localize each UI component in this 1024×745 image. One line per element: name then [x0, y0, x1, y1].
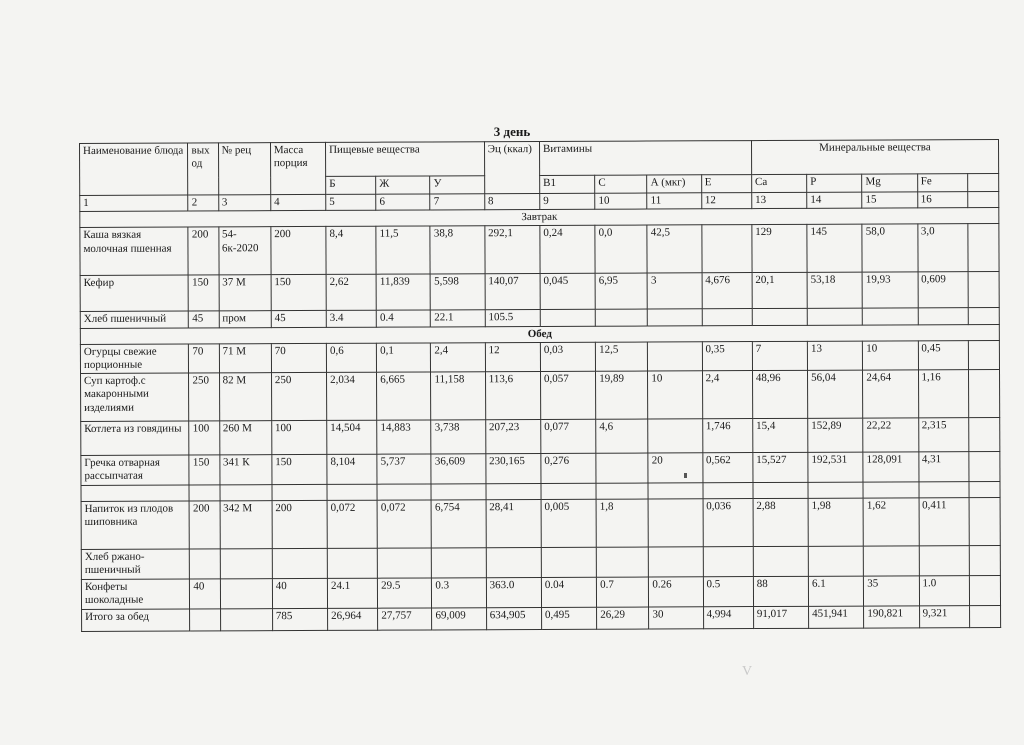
- table-cell: [486, 548, 541, 578]
- table-cell-extra: [968, 272, 999, 308]
- table-cell-extra: [969, 482, 1000, 498]
- subheader-b1: В1: [540, 175, 595, 193]
- table-cell: 2,034: [327, 372, 377, 420]
- table-cell: 54-6к-2020: [218, 227, 270, 275]
- table-cell: [220, 609, 272, 631]
- table-cell: 58,0: [862, 224, 917, 272]
- table-cell: 1,746: [702, 419, 752, 453]
- table-cell: 0,005: [541, 499, 596, 547]
- table-cell: [648, 342, 702, 372]
- table-cell: [220, 549, 272, 579]
- stray-mark: V: [742, 664, 753, 679]
- menu-table-body: [80, 191, 1001, 631]
- col-header-name: Наименование блюда: [80, 143, 189, 195]
- table-cell: пром: [219, 311, 271, 327]
- table-cell: [919, 546, 969, 576]
- table-cell: [541, 547, 596, 577]
- table-cell: 0.4: [376, 310, 430, 326]
- table-cell: [753, 482, 808, 498]
- table-cell: [703, 483, 753, 499]
- table-cell: 24.1: [327, 578, 377, 608]
- table-cell: 10: [595, 193, 647, 209]
- table-row: [81, 498, 1000, 550]
- table-cell: 150: [189, 275, 219, 311]
- table-cell: 10: [863, 341, 918, 371]
- table-cell: [648, 483, 702, 499]
- table-cell: 6: [376, 194, 430, 210]
- table-cell: 140,07: [485, 274, 540, 310]
- table-cell: 0,072: [377, 500, 431, 548]
- table-cell: 1: [80, 195, 189, 212]
- table-cell: Хлеб ржано-пшеничный: [81, 549, 190, 579]
- table-cell: 0.5: [703, 577, 753, 607]
- table-cell: [649, 547, 703, 577]
- table-cell: 0.26: [649, 577, 703, 607]
- table-cell: 0.7: [597, 577, 649, 607]
- table-cell-extra: [969, 452, 1000, 482]
- table-cell-extra: [969, 606, 1000, 628]
- table-cell: [863, 482, 918, 498]
- table-cell: [807, 308, 862, 324]
- table-cell: 100: [272, 421, 327, 455]
- col-header-minerals: Минеральные вещества: [751, 139, 998, 174]
- table-row: [81, 418, 1000, 456]
- table-cell: [702, 309, 752, 325]
- page-title: 3 день: [493, 124, 531, 139]
- table-cell: [596, 547, 648, 577]
- table-cell: 24,64: [863, 370, 918, 418]
- table-cell: 0,03: [540, 342, 595, 372]
- table-cell: 19,89: [596, 371, 648, 419]
- table-cell: 26,964: [328, 608, 378, 630]
- table-cell: 13: [752, 192, 807, 208]
- table-cell: 9,321: [919, 606, 969, 628]
- table-cell: 53,18: [807, 272, 862, 308]
- table-cell: 2,4: [702, 371, 752, 419]
- table-cell: 129: [752, 225, 807, 273]
- table-cell: 70: [189, 344, 219, 374]
- table-cell: [540, 310, 595, 326]
- subheader-carbs: У: [430, 176, 484, 194]
- table-cell: 3: [647, 273, 701, 309]
- table-cell: Хлеб пшеничный: [80, 311, 189, 328]
- table-cell: 35: [864, 576, 919, 606]
- section-label: Обед: [80, 324, 999, 344]
- table-cell: 22,22: [863, 418, 918, 452]
- table-cell: 37 М: [219, 275, 271, 311]
- table-cell: Кефир: [80, 275, 189, 311]
- table-cell: [272, 549, 327, 579]
- table-cell: [220, 485, 272, 501]
- table-cell: [377, 484, 431, 500]
- total-row: [82, 606, 1001, 632]
- table-cell: 16: [917, 192, 967, 208]
- table-cell: 0,562: [702, 453, 752, 483]
- table-cell-extra: [968, 224, 999, 272]
- table-cell: 36,609: [431, 454, 485, 484]
- table-cell: [753, 546, 808, 576]
- table-cell: 6,754: [432, 500, 486, 548]
- table-cell: [596, 483, 648, 499]
- table-cell: 56,04: [808, 370, 863, 418]
- table-cell: 250: [271, 373, 326, 421]
- table-cell: [432, 548, 486, 578]
- table-cell: 3.4: [326, 311, 376, 327]
- table-cell: 88: [753, 576, 808, 606]
- table-row: [80, 224, 999, 276]
- table-cell: [595, 309, 647, 325]
- table-cell: 4,6: [596, 419, 648, 453]
- table-row: [80, 272, 999, 312]
- table-cell: 0,24: [540, 226, 595, 274]
- table-cell: 48,96: [752, 370, 807, 418]
- table-cell: 12: [701, 193, 751, 209]
- table-cell: 8: [484, 193, 539, 209]
- table-cell: 1,62: [863, 498, 918, 546]
- table-cell: 785: [272, 609, 327, 631]
- table-cell: [327, 484, 377, 500]
- table-cell: [648, 309, 702, 325]
- table-cell: [190, 549, 220, 579]
- col-header-energy: Эц (ккал): [484, 141, 539, 193]
- table-cell: 2,62: [326, 275, 376, 311]
- table-cell: [808, 482, 863, 498]
- table-cell: [919, 482, 969, 498]
- table-cell: 26,29: [597, 607, 649, 629]
- subheader-p: P: [807, 174, 862, 192]
- table-cell: Гречка отварная рассыпчатая: [81, 455, 190, 485]
- table-cell: 15,527: [753, 452, 808, 482]
- table-cell: 10: [648, 371, 702, 419]
- subheader-c: С: [595, 175, 647, 193]
- table-cell: 29.5: [378, 578, 432, 608]
- table-cell: Котлета из говядины: [81, 421, 190, 455]
- table-cell: 150: [272, 455, 327, 485]
- table-cell: 3,738: [431, 420, 485, 454]
- table-cell: 634,905: [486, 608, 541, 630]
- table-cell: 70: [271, 343, 326, 373]
- table-cell: [327, 548, 377, 578]
- table-cell: 82 М: [219, 373, 271, 421]
- table-cell: 14,504: [327, 420, 377, 454]
- table-row: [81, 370, 1000, 422]
- subheader-e: Е: [701, 175, 751, 193]
- table-cell: 0,057: [540, 371, 595, 419]
- table-cell: 8,4: [326, 227, 376, 275]
- table-cell: [648, 419, 702, 453]
- table-cell: [220, 579, 272, 609]
- table-cell: [864, 546, 919, 576]
- table-cell: 45: [271, 311, 326, 327]
- table-cell: [189, 485, 219, 501]
- table-cell: 7: [430, 194, 484, 210]
- table-cell-extra: [968, 418, 999, 452]
- subheader-fe: Fe: [917, 174, 967, 192]
- table-cell: 91,017: [753, 606, 808, 628]
- table-cell: 45: [189, 311, 219, 327]
- table-cell: 1.0: [919, 576, 969, 606]
- table-cell: 0,6: [326, 343, 376, 373]
- table-row: [81, 452, 1000, 486]
- table-cell: 4,994: [703, 607, 753, 629]
- table-cell: 341 К: [219, 455, 271, 485]
- table-cell: 4,676: [702, 273, 752, 309]
- table-cell: 6.1: [808, 576, 863, 606]
- table-cell: 363.0: [486, 578, 541, 608]
- table-cell: 292,1: [485, 226, 540, 274]
- subheader-ca: Ca: [751, 174, 806, 192]
- table-cell: 113,6: [485, 372, 540, 420]
- table-cell: 100: [189, 421, 219, 455]
- table-cell: 11,5: [376, 226, 430, 274]
- table-cell: [81, 485, 190, 501]
- table-cell: Итого за обед: [82, 609, 191, 631]
- table-cell: 20,1: [752, 273, 807, 309]
- subheader-extra: [967, 173, 998, 191]
- table-cell: 0,0: [595, 225, 647, 273]
- table-cell: [752, 309, 807, 325]
- table-cell: 6,665: [377, 372, 431, 420]
- table-cell: [486, 484, 541, 500]
- table-cell: 0,35: [702, 341, 752, 371]
- table-cell: [541, 483, 596, 499]
- table-cell: 5,598: [431, 274, 485, 310]
- table-cell-extra: [969, 498, 1000, 546]
- table-cell: 28,41: [486, 500, 541, 548]
- table-cell: 40: [190, 579, 220, 609]
- table-cell: 14: [807, 192, 862, 208]
- table-cell: 7: [752, 341, 807, 371]
- table-cell: 150: [189, 455, 219, 485]
- table-cell: 0,1: [377, 343, 431, 373]
- table-cell: 0,45: [918, 340, 968, 370]
- table-cell: 0,077: [541, 419, 596, 453]
- table-cell: 200: [272, 501, 327, 549]
- table-cell: 22.1: [431, 310, 485, 326]
- table-cell-extra: [967, 191, 998, 207]
- table-cell: 11,158: [431, 372, 485, 420]
- table-cell: 2,315: [918, 418, 968, 452]
- table-cell: 1,16: [918, 370, 968, 418]
- table-cell: 0,495: [541, 607, 596, 629]
- table-cell: Напиток из плодов шиповника: [81, 501, 190, 549]
- subheader-a: А (мкг): [647, 175, 701, 193]
- table-cell: 3,0: [917, 224, 967, 272]
- table-cell: 200: [188, 227, 218, 275]
- subheader-fat: Ж: [376, 176, 430, 194]
- table-cell: 12: [485, 342, 540, 372]
- col-header-mass: Масса порция: [270, 142, 325, 194]
- table-cell: [703, 547, 753, 577]
- table-cell: 200: [271, 227, 326, 275]
- subheader-mg: Mg: [862, 174, 917, 192]
- col-header-vitamins: Витамины: [539, 141, 751, 176]
- table-cell: Огурцы свежие порционные: [80, 344, 189, 374]
- table-cell: 15,4: [753, 418, 808, 452]
- table-cell: 69,009: [432, 608, 486, 630]
- table-cell: 230,165: [486, 454, 541, 484]
- table-cell: 200: [190, 501, 220, 549]
- table-cell: 14,883: [377, 420, 431, 454]
- table-cell-extra: [968, 340, 999, 370]
- table-cell: 150: [271, 275, 326, 311]
- table-cell: 0,609: [918, 272, 968, 308]
- table-cell: [863, 308, 918, 324]
- table-cell: 38,8: [430, 226, 484, 274]
- table-cell: 451,941: [809, 606, 864, 628]
- table-cell: 128,091: [863, 452, 918, 482]
- stray-dot: [684, 473, 687, 478]
- table-row: [81, 546, 1000, 580]
- table-cell: 190,821: [864, 606, 919, 628]
- table-row: [80, 340, 999, 373]
- header-row-1: [80, 139, 999, 177]
- col-header-yield: вых од: [188, 143, 218, 195]
- table-cell: 0,411: [919, 498, 969, 546]
- table-cell: 4,31: [918, 452, 968, 482]
- table-cell: 4: [271, 194, 326, 210]
- table-cell: 71 М: [219, 343, 271, 373]
- table-cell: 11: [647, 193, 701, 209]
- table-cell: 2: [188, 195, 218, 211]
- table-cell: 13: [807, 341, 862, 371]
- table-cell: 260 М: [219, 421, 271, 455]
- subheader-protein: Б: [326, 176, 376, 194]
- table-cell: 40: [272, 579, 327, 609]
- table-cell: 1,8: [596, 499, 648, 547]
- table-cell: 19,93: [862, 272, 917, 308]
- table-cell: 8,104: [327, 454, 377, 484]
- col-header-nutrients: Пищевые вещества: [326, 142, 485, 177]
- col-header-recipe: № рец: [218, 143, 270, 195]
- table-cell: 1,98: [808, 498, 863, 546]
- table-cell: 5: [326, 194, 376, 210]
- table-cell: 20: [648, 453, 702, 483]
- table-cell: 6,95: [595, 273, 647, 309]
- table-cell: 9: [540, 193, 595, 209]
- table-row: [81, 576, 1000, 610]
- table-cell: 2,4: [431, 342, 485, 372]
- table-cell: 12,5: [596, 342, 648, 372]
- table-cell: 342 М: [220, 501, 272, 549]
- table-cell: 152,89: [808, 418, 863, 452]
- table-cell: [431, 484, 485, 500]
- table-cell: 2,88: [753, 498, 808, 546]
- section-label: Завтрак: [80, 208, 999, 228]
- table-cell: [378, 548, 432, 578]
- table-cell: 5,737: [377, 454, 431, 484]
- table-cell: 0,045: [540, 274, 595, 310]
- table-cell: 30: [649, 607, 703, 629]
- table-cell: 0,036: [703, 499, 753, 547]
- table-cell: [596, 453, 648, 483]
- table-cell: 192,531: [808, 452, 863, 482]
- table-cell: 0.04: [541, 577, 596, 607]
- table-cell: 145: [807, 224, 862, 272]
- table-cell: Суп картоф.с макаронными изделиями: [81, 373, 190, 421]
- table-cell: 0,276: [541, 453, 596, 483]
- table-cell: 0,072: [327, 500, 377, 548]
- table-cell: 42,5: [647, 225, 701, 273]
- table-cell-extra: [969, 546, 1000, 576]
- table-cell: [808, 546, 863, 576]
- table-cell: [701, 225, 751, 273]
- table-cell: 105.5: [485, 310, 540, 326]
- table-cell: 250: [189, 373, 219, 421]
- menu-table: [79, 139, 1001, 632]
- table-cell: [918, 308, 968, 324]
- table-cell: [190, 609, 220, 631]
- table-cell: Каша вязкая молочная пшенная: [80, 227, 189, 275]
- table-cell-extra: [968, 370, 999, 418]
- table-cell: 15: [862, 192, 917, 208]
- table-cell: [648, 499, 702, 547]
- table-cell: 27,757: [378, 608, 432, 630]
- table-cell: Конфеты шоколадные: [81, 579, 190, 609]
- table-cell: 0.3: [432, 578, 486, 608]
- table-cell: 11,839: [376, 274, 430, 310]
- table-cell: 207,23: [485, 420, 540, 454]
- table-cell: [272, 485, 327, 501]
- table-cell-extra: [969, 576, 1000, 606]
- table-cell: 3: [218, 195, 270, 211]
- table-cell-extra: [968, 308, 999, 324]
